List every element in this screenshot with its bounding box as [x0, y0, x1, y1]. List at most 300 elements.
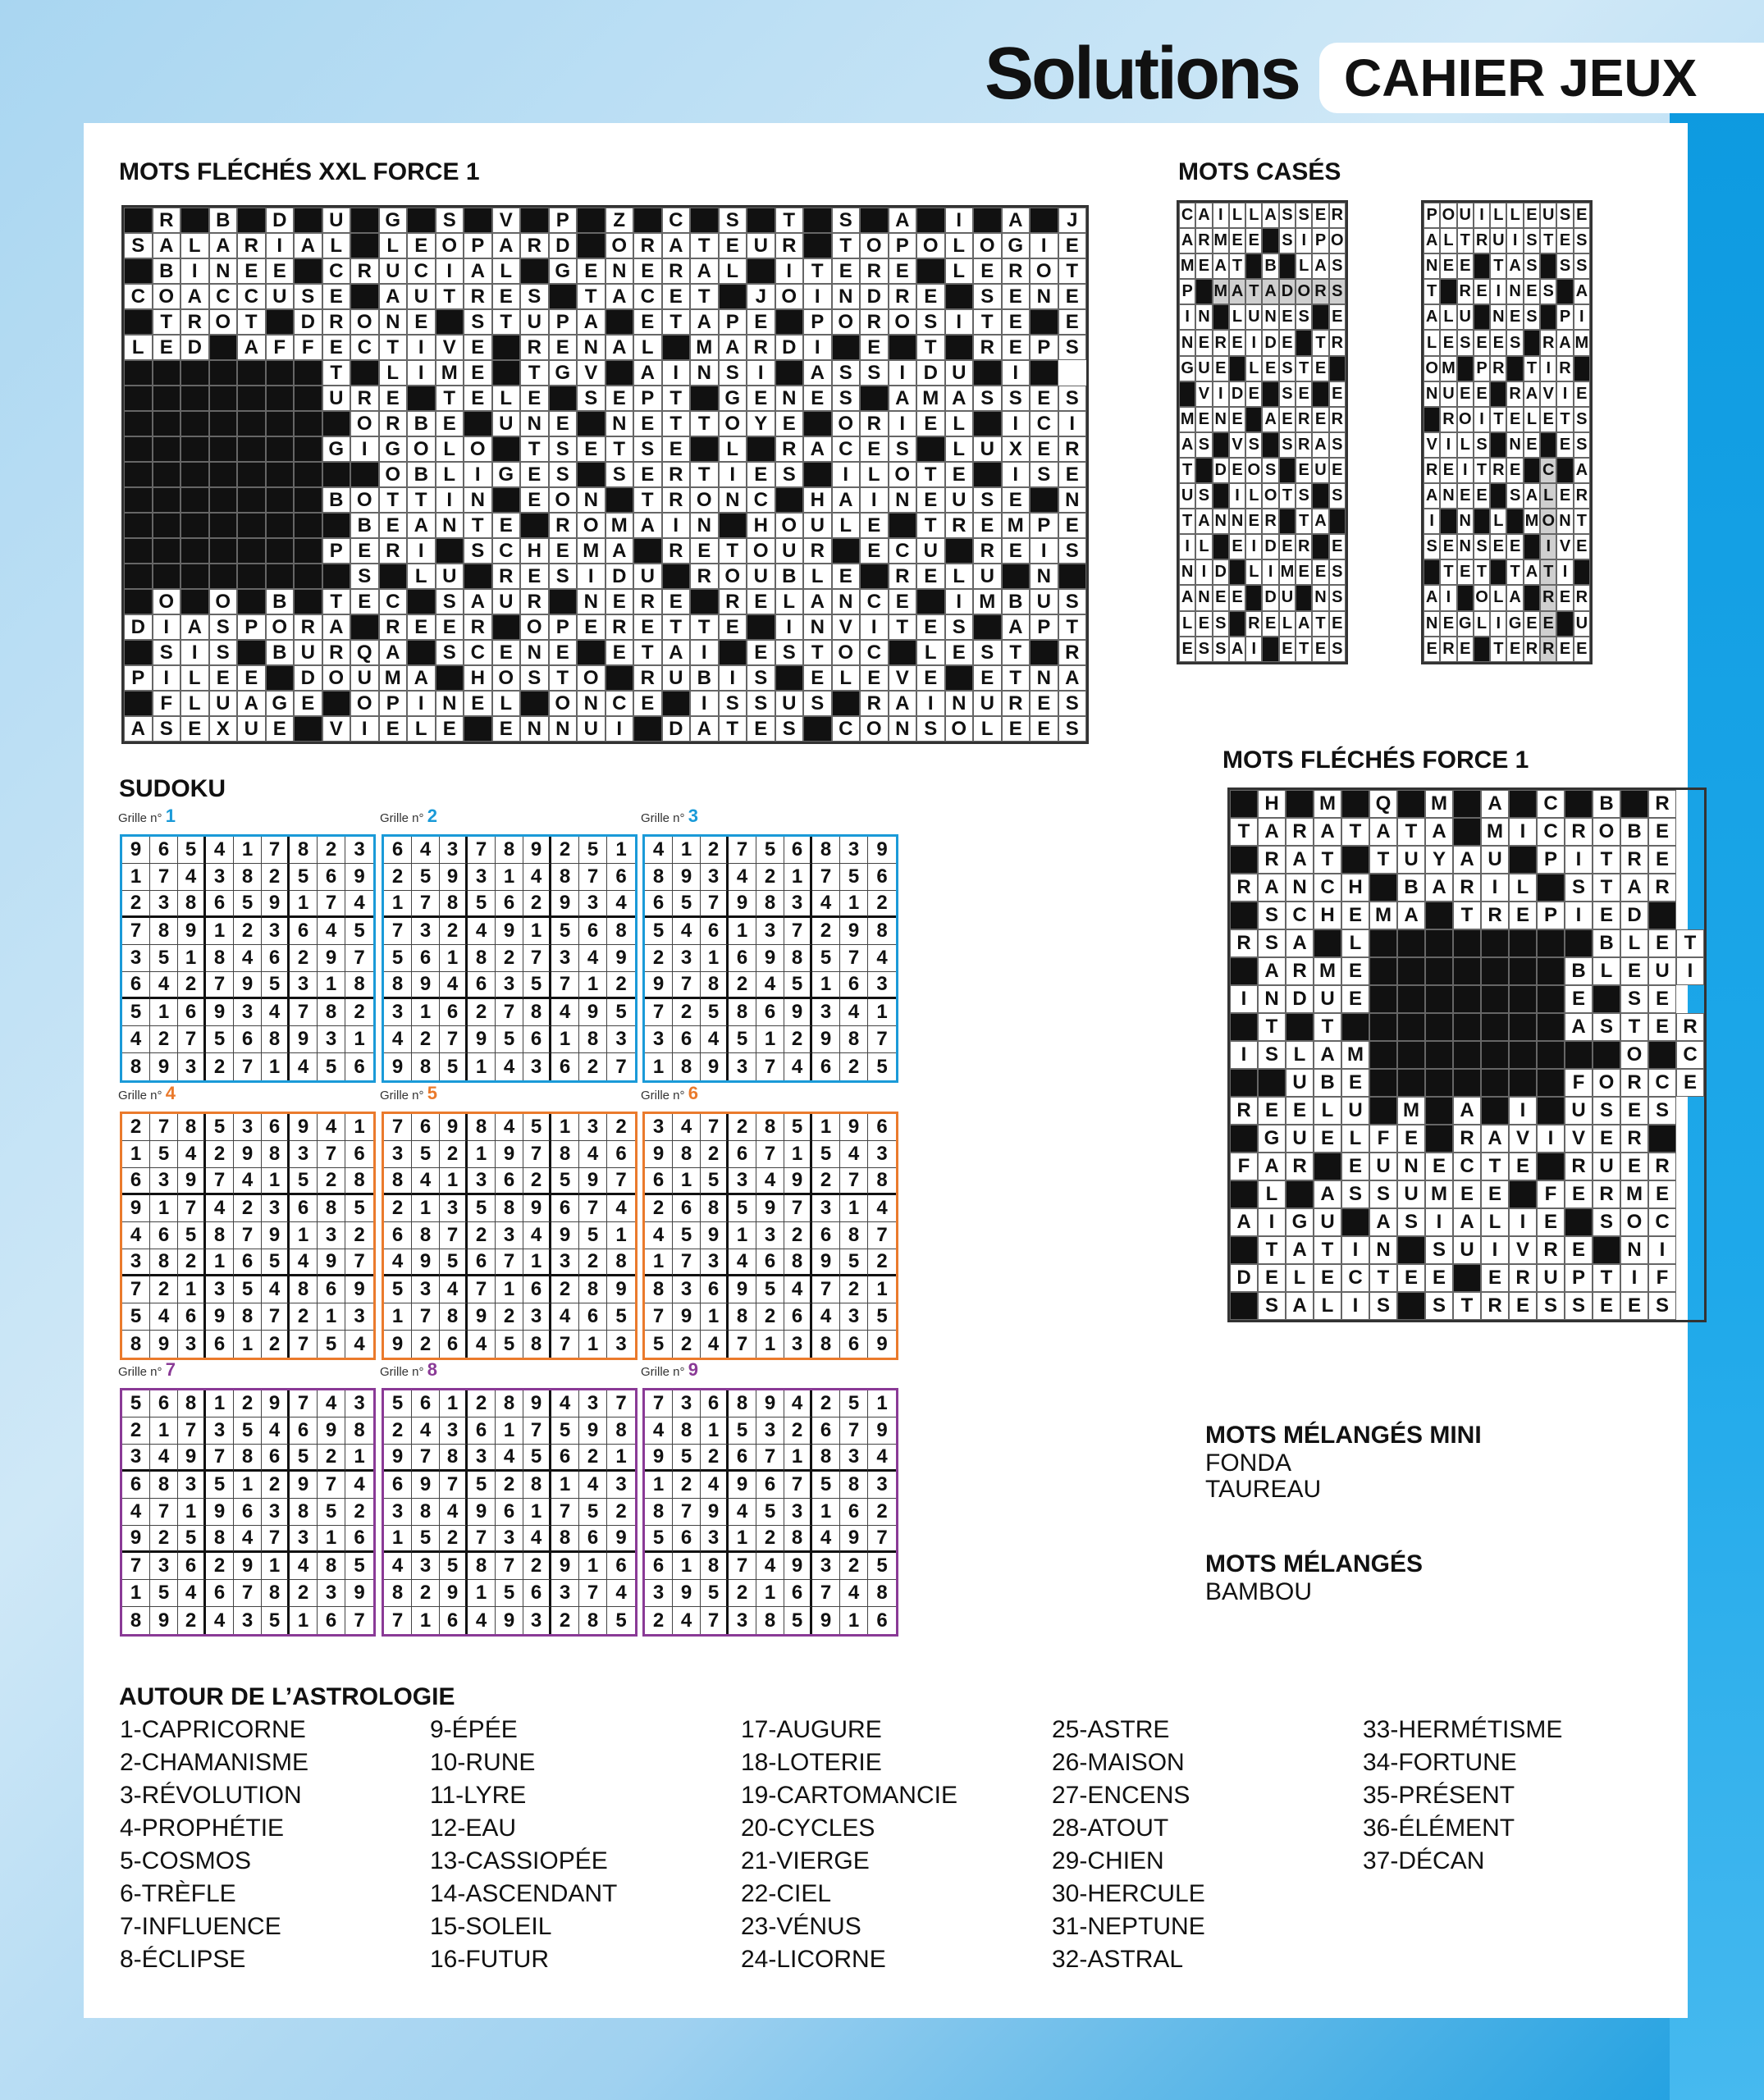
black-cell [973, 614, 1002, 640]
black-cell [209, 487, 238, 513]
sudoku-cell: 9 [290, 1026, 318, 1053]
sudoku-cell: 5 [468, 891, 496, 918]
letter-cell: S [1524, 228, 1540, 253]
astrologie-answer: 9-ÉPÉE [430, 1716, 518, 1743]
sudoku-row [122, 1168, 373, 1195]
grid-row [1424, 483, 1590, 509]
sudoku-cell: 9 [868, 1418, 896, 1445]
grid-row [1230, 1264, 1704, 1292]
letter-cell: E [945, 462, 974, 487]
sudoku-cell: 4 [412, 1418, 440, 1445]
letter-cell: E [916, 411, 945, 436]
letter-cell: P [719, 309, 747, 335]
sudoku-cell: 7 [701, 1607, 729, 1634]
letter-cell: E [633, 258, 662, 284]
letter-cell: S [1262, 458, 1278, 483]
black-cell [1453, 1069, 1481, 1097]
letter-cell: A [1524, 483, 1540, 509]
letter-cell: D [1230, 1264, 1258, 1292]
letter-cell: O [209, 309, 238, 335]
sudoku-cell: 6 [812, 1053, 840, 1080]
letter-cell: G [1258, 1125, 1286, 1153]
letter-cell: M [1314, 790, 1341, 818]
sudoku-cell: 7 [150, 1114, 178, 1141]
sudoku-cell: 1 [440, 1168, 468, 1195]
letter-cell: O [1440, 203, 1456, 228]
black-cell [1540, 304, 1556, 330]
sudoku-cell: 4 [496, 1445, 523, 1472]
letter-cell: F [1565, 1069, 1593, 1097]
sudoku-cell: 2 [784, 1418, 812, 1445]
sudoku-cell: 2 [468, 1390, 496, 1418]
letter-cell: N [1258, 985, 1286, 1013]
letter-cell: E [1213, 585, 1229, 610]
letter-cell: U [1314, 985, 1341, 1013]
sudoku-cell: 8 [729, 1303, 756, 1331]
letter-cell: E [1329, 611, 1346, 637]
letter-cell: M [1620, 1180, 1648, 1208]
letter-cell: D [860, 284, 889, 309]
letter-cell: M [1179, 253, 1195, 279]
letter-cell: M [1574, 330, 1590, 355]
astrologie-column [741, 1714, 957, 1976]
letter-cell: O [1457, 407, 1474, 432]
sudoku-cell: 8 [551, 1141, 579, 1168]
letter-cell: T [1230, 818, 1258, 846]
sudoku-cell: 6 [178, 999, 206, 1026]
sudoku-row [645, 1499, 896, 1526]
letter-cell: L [1490, 509, 1506, 534]
astrologie-column [430, 1714, 617, 1976]
letter-cell: O [1262, 483, 1278, 509]
letter-cell: R [889, 564, 917, 589]
sudoku-cell: 4 [645, 837, 673, 864]
letter-cell: U [973, 691, 1002, 716]
sudoku-cell: 3 [784, 1331, 812, 1358]
letter-cell: E [407, 233, 436, 258]
sudoku-row [645, 1141, 896, 1168]
black-cell [1286, 1180, 1314, 1208]
sudoku-cell: 5 [840, 1249, 868, 1276]
grid-row [1179, 483, 1346, 509]
sudoku-grid [120, 1388, 376, 1637]
letter-cell: E [1524, 279, 1540, 304]
letter-cell: T [577, 284, 606, 309]
letter-cell: R [690, 564, 719, 589]
sudoku-row [122, 1499, 373, 1526]
black-cell [1574, 356, 1590, 381]
sudoku-cell: 4 [206, 1195, 234, 1222]
sudoku-cell: 4 [607, 1580, 635, 1607]
grid-row [1179, 304, 1346, 330]
letter-cell: R [1296, 407, 1312, 432]
letter-cell: G [549, 360, 578, 386]
sudoku-cell: 8 [812, 837, 840, 864]
letter-cell: R [945, 513, 974, 538]
letter-cell: R [719, 589, 747, 614]
sudoku-cell: 7 [784, 1472, 812, 1499]
letter-cell: A [237, 335, 266, 360]
sudoku-cell: 8 [178, 1390, 206, 1418]
letter-cell: T [492, 309, 521, 335]
sudoku-cell: 7 [701, 891, 729, 918]
letter-cell: A [889, 691, 917, 716]
sudoku-cell: 5 [262, 972, 290, 999]
black-cell [153, 411, 181, 436]
letter-cell: T [1058, 258, 1087, 284]
sudoku-cell: 4 [729, 1249, 756, 1276]
sudoku-row [384, 1580, 635, 1607]
astrologie-answer: 11-LYRE [430, 1782, 527, 1809]
letter-cell: L [181, 691, 209, 716]
black-cell [577, 411, 606, 436]
letter-cell: I [889, 360, 917, 386]
sudoku-cell: 2 [523, 1553, 551, 1580]
sudoku-cell: 5 [345, 1195, 373, 1222]
sudoku-cell: 7 [645, 1390, 673, 1418]
letter-cell: E [832, 564, 861, 589]
letter-cell: N [1457, 534, 1474, 559]
black-cell [690, 208, 719, 233]
letter-cell: I [1213, 203, 1229, 228]
letter-cell: R [1481, 1292, 1509, 1320]
sudoku-cell: 6 [701, 1276, 729, 1303]
sudoku-grid-label [641, 1359, 698, 1381]
letter-cell: T [1490, 253, 1506, 279]
letter-cell: V [577, 360, 606, 386]
sudoku-cell: 9 [812, 1026, 840, 1053]
sudoku-cell: 8 [384, 1580, 412, 1607]
black-cell [294, 258, 322, 284]
letter-cell: C [860, 589, 889, 614]
grid-row [124, 691, 1086, 716]
sudoku-cell: 5 [645, 918, 673, 945]
letter-cell: F [1648, 1264, 1676, 1292]
sudoku-cell: 4 [468, 1607, 496, 1634]
letter-cell: G [719, 386, 747, 411]
letter-cell: E [889, 258, 917, 284]
letter-cell: T [775, 208, 804, 233]
letter-cell: E [889, 589, 917, 614]
sudoku-label-text: Grille n° [380, 811, 427, 825]
black-cell [153, 564, 181, 589]
astrologie-answer: 12-EAU [430, 1815, 517, 1842]
letter-cell: R [860, 309, 889, 335]
sudoku-cell: 8 [673, 1418, 701, 1445]
sudoku-cell: 6 [756, 999, 784, 1026]
letter-cell: E [1058, 462, 1087, 487]
letter-cell: A [407, 513, 436, 538]
letter-cell: H [747, 513, 775, 538]
sudoku-cell: 4 [673, 1607, 701, 1634]
black-cell [237, 462, 266, 487]
sudoku-cell: 4 [440, 972, 468, 999]
black-cell [1453, 790, 1481, 818]
letter-cell: P [322, 538, 351, 564]
sudoku-cell: 5 [551, 1168, 579, 1195]
letter-cell: E [1440, 611, 1456, 637]
sudoku-cell: 3 [840, 837, 868, 864]
sudoku-cell: 7 [440, 1026, 468, 1053]
black-cell [1397, 790, 1425, 818]
sudoku-cell: 7 [122, 1553, 150, 1580]
sudoku-cell: 1 [440, 1390, 468, 1418]
letter-cell: S [520, 284, 549, 309]
sudoku-cell: 9 [729, 1276, 756, 1303]
letter-cell: N [889, 487, 917, 513]
letter-cell: R [1540, 330, 1556, 355]
letter-cell: A [1453, 846, 1481, 874]
letter-cell: I [1262, 559, 1278, 585]
black-cell [153, 436, 181, 462]
section-title-mf1: MOTS FLÉCHÉS FORCE 1 [1222, 746, 1529, 774]
letter-cell: N [549, 716, 578, 742]
letter-cell: C [1648, 1069, 1676, 1097]
black-cell [1030, 360, 1058, 386]
letter-cell: R [775, 436, 804, 462]
letter-cell: L [492, 691, 521, 716]
black-cell [1506, 356, 1523, 381]
letter-cell: F [266, 335, 295, 360]
letter-cell: I [916, 691, 945, 716]
sudoku-grid-label [380, 1359, 437, 1381]
letter-cell: L [407, 716, 436, 742]
letter-cell: L [1424, 330, 1440, 355]
black-cell [1341, 1013, 1369, 1041]
letter-cell: S [1279, 432, 1296, 458]
letter-cell: A [1262, 203, 1278, 228]
black-cell [1030, 208, 1058, 233]
letter-cell: I [803, 284, 832, 309]
letter-cell: E [1296, 559, 1312, 585]
letter-cell: T [379, 487, 408, 513]
sudoku-cell: 2 [523, 1168, 551, 1195]
grid-row [124, 665, 1086, 691]
letter-cell: A [379, 640, 408, 665]
letter-cell: C [379, 589, 408, 614]
sudoku-cell: 6 [440, 1331, 468, 1358]
sudoku-cell: 3 [178, 1053, 206, 1080]
sudoku-cell: 9 [607, 1526, 635, 1553]
letter-cell: A [1286, 1292, 1314, 1320]
letter-cell: P [1179, 279, 1195, 304]
black-cell [1369, 929, 1397, 957]
sudoku-cell: 1 [579, 1331, 607, 1358]
letter-cell: N [1058, 487, 1087, 513]
sudoku-number: 4 [165, 1083, 176, 1103]
sudoku-row [122, 837, 373, 864]
sudoku-cell: 9 [701, 1053, 729, 1080]
sudoku-cell: 5 [784, 972, 812, 999]
letter-cell: I [1509, 1208, 1537, 1236]
sudoku-row [645, 1331, 896, 1358]
sudoku-row [384, 1249, 635, 1276]
letter-cell: E [747, 640, 775, 665]
sudoku-cell: 1 [840, 891, 868, 918]
sudoku-cell: 2 [345, 1222, 373, 1249]
letter-cell: T [690, 411, 719, 436]
sudoku-cell: 9 [496, 918, 523, 945]
sudoku-cell: 4 [234, 945, 262, 972]
sudoku-cell: 6 [345, 1141, 373, 1168]
letter-cell: I [153, 614, 181, 640]
letter-cell: S [209, 640, 238, 665]
sudoku-cell: 5 [206, 1114, 234, 1141]
letter-cell: L [1490, 585, 1506, 610]
black-cell [606, 309, 634, 335]
grid-row [1424, 279, 1590, 304]
sudoku-cell: 5 [150, 945, 178, 972]
sudoku-cell: 8 [206, 945, 234, 972]
letter-cell: V [1540, 381, 1556, 407]
letter-cell: R [1509, 1264, 1537, 1292]
sudoku-cell: 2 [262, 1472, 290, 1499]
sudoku-cell: 9 [468, 1499, 496, 1526]
sudoku-cell: 8 [784, 1249, 812, 1276]
black-cell [1230, 1069, 1258, 1097]
black-cell [606, 665, 634, 691]
sudoku-row [645, 1276, 896, 1303]
sudoku-cell: 2 [551, 1276, 579, 1303]
sudoku-cell: 5 [523, 1445, 551, 1472]
letter-cell: T [1676, 929, 1704, 957]
letter-cell: C [407, 258, 436, 284]
letter-cell: E [916, 665, 945, 691]
black-cell [973, 360, 1002, 386]
sudoku-cell: 2 [150, 1276, 178, 1303]
sudoku-cell: 6 [206, 891, 234, 918]
black-cell [464, 411, 492, 436]
sudoku-cell: 9 [729, 891, 756, 918]
sudoku-cell: 5 [122, 999, 150, 1026]
sudoku-cell: 6 [523, 1580, 551, 1607]
letter-cell: L [832, 513, 861, 538]
letter-cell: T [1620, 1013, 1648, 1041]
letter-cell: S [1574, 228, 1590, 253]
letter-cell: S [916, 309, 945, 335]
letter-cell: E [1279, 407, 1296, 432]
sudoku-cell: 1 [262, 1168, 290, 1195]
sudoku-cell: 1 [468, 1141, 496, 1168]
sudoku-cell: 5 [840, 864, 868, 891]
letter-cell: S [1296, 203, 1312, 228]
sudoku-cell: 8 [318, 999, 345, 1026]
letter-cell: L [322, 233, 351, 258]
letter-cell: T [1296, 509, 1312, 534]
black-cell [1230, 790, 1258, 818]
sudoku-cell: 2 [440, 918, 468, 945]
letter-cell: U [1179, 483, 1195, 509]
letter-cell: E [860, 335, 889, 360]
letter-cell: E [1481, 1264, 1509, 1292]
sudoku-row [645, 1195, 896, 1222]
grid-row [1230, 1097, 1704, 1125]
sudoku-cell: 9 [784, 1168, 812, 1195]
letter-cell: L [1279, 611, 1296, 637]
letter-cell: S [1506, 483, 1523, 509]
sudoku-cell: 5 [440, 1053, 468, 1080]
letter-cell: E [549, 335, 578, 360]
black-cell [1453, 1041, 1481, 1069]
black-cell [1453, 929, 1481, 957]
sudoku-cell: 6 [756, 1249, 784, 1276]
sudoku-cell: 7 [234, 1053, 262, 1080]
grid-row [1424, 432, 1590, 458]
letter-cell: A [1258, 1153, 1286, 1180]
black-cell [803, 462, 832, 487]
sudoku-cell: 5 [701, 1580, 729, 1607]
letter-cell: E [1229, 330, 1245, 355]
grid-row [124, 716, 1086, 742]
letter-cell: R [1002, 691, 1031, 716]
sudoku-cell: 8 [840, 1222, 868, 1249]
black-cell [1058, 564, 1087, 589]
letter-cell: L [181, 665, 209, 691]
sudoku-cell: 7 [523, 1141, 551, 1168]
sudoku-row [645, 1526, 896, 1553]
black-cell [1481, 985, 1509, 1013]
letter-cell: L [1314, 1292, 1341, 1320]
astrologie-answer: 24-LICORNE [741, 1946, 886, 1973]
letter-cell: T [1424, 279, 1440, 304]
letter-cell: I [1620, 1264, 1648, 1292]
sudoku-cell: 9 [523, 1195, 551, 1222]
letter-cell: R [520, 335, 549, 360]
sudoku-cell: 9 [551, 891, 579, 918]
letter-cell: T [1002, 640, 1031, 665]
letter-cell: S [1565, 874, 1593, 902]
sudoku-grid [642, 1112, 898, 1360]
sudoku-row [122, 891, 373, 918]
sudoku-cell: 2 [234, 1390, 262, 1418]
sudoku-cell: 9 [384, 1445, 412, 1472]
sudoku-cell: 4 [345, 891, 373, 918]
sudoku-cell: 8 [868, 1168, 896, 1195]
sudoku-cell: 6 [645, 1553, 673, 1580]
sudoku-grid-label [380, 806, 437, 827]
letter-cell: S [1258, 929, 1286, 957]
letter-cell: A [1058, 665, 1087, 691]
sudoku-cell: 2 [840, 1053, 868, 1080]
sudoku-cell: 8 [150, 918, 178, 945]
letter-cell: L [973, 716, 1002, 742]
sudoku-cell: 9 [673, 1580, 701, 1607]
letter-cell: E [464, 360, 492, 386]
sudoku-cell: 9 [262, 1390, 290, 1418]
letter-cell: A [294, 233, 322, 258]
letter-cell: E [633, 462, 662, 487]
sudoku-cell: 7 [206, 972, 234, 999]
black-cell [1369, 874, 1397, 902]
letter-cell: E [1312, 356, 1328, 381]
black-cell [1397, 957, 1425, 985]
sudoku-grid [120, 834, 376, 1083]
letter-cell: E [549, 411, 578, 436]
letter-cell: I [1648, 1236, 1676, 1264]
black-cell [1195, 279, 1212, 304]
letter-cell: E [1002, 335, 1031, 360]
sudoku-cell: 3 [756, 1222, 784, 1249]
sudoku-cell: 9 [551, 1553, 579, 1580]
black-cell [1490, 483, 1506, 509]
sudoku-cell: 4 [812, 1526, 840, 1553]
mots-fleches-force1-grid [1227, 788, 1707, 1322]
sudoku-row [645, 891, 896, 918]
sudoku-cell: 6 [318, 1607, 345, 1634]
letter-cell: T [1279, 483, 1296, 509]
sudoku-cell: 6 [122, 1168, 150, 1195]
letter-cell: E [916, 564, 945, 589]
